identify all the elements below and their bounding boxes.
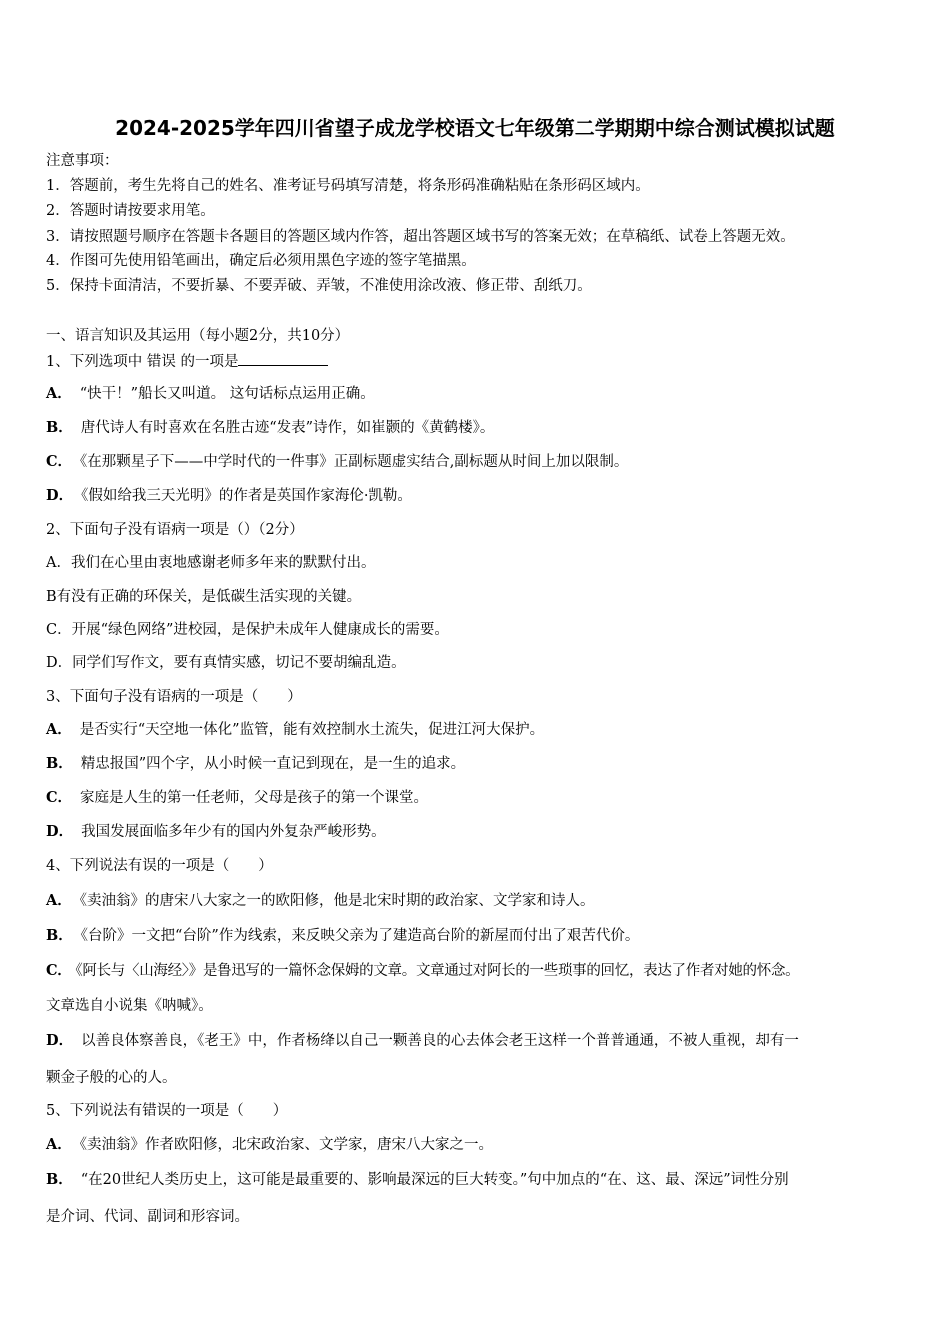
q4-option-a (46, 891, 908, 911)
question-5-stem: 5、下列说法有错误的一项是（ ） (46, 1103, 288, 1119)
q4-option-d-cont: 颗金子般的心的人。 (46, 1070, 177, 1086)
q2-option-d: D．同学们写作文，要有真情实感，切记不要胡编乱造。 (46, 655, 406, 671)
section-heading: 一、语言知识及其运用（每小题2分，共10分） (46, 328, 350, 344)
option-text: 《假如给我三天光明》的作者是英国作家海伦·凯勒。 (81, 488, 412, 504)
notice-item-4: 4．作图可先使用铅笔画出，确定后必须用黑色字迹的签字笔描黑。 (46, 253, 476, 269)
question-4-stem: 4、下列说法有误的一项是（ ） (46, 858, 273, 874)
option-label: B． (46, 419, 73, 436)
q1-option-b (46, 418, 908, 438)
notice-item-2: 2．答题时请按要求用笔。 (46, 203, 215, 219)
option-label: D． (46, 1032, 74, 1049)
option-label: B． (46, 1171, 73, 1188)
q2-option-b: B有没有正确的环保关，是低碳生活实现的关键。 (46, 589, 362, 605)
option-label: C． (46, 453, 73, 470)
option-text: 《卖油翁》的唐宋八大家之一的欧阳修，他是北宋时期的政治家、文学家和诗人。 (79, 893, 595, 909)
q1-option-c (46, 452, 908, 472)
q4-option-d (46, 1031, 908, 1051)
q5-option-a (46, 1135, 908, 1155)
option-label: D． (46, 487, 74, 504)
notice-item-3: 3．请按照题号顺序在答题卡各题目的答题区域内作答，超出答题区域书写的答案无效；在草稿纸、试卷上答题无效。 (46, 229, 795, 245)
page-title: 2024-2025学年四川省望子成龙学校语文七年级第二学期期中综合测试模拟试题 (115, 116, 835, 140)
option-text: 《阿长与〈山海经〉》是鲁迅写的一篇怀念保姆的文章。文章通过对阿长的一些琐事的回忆，表达了作者对她的怀念。 (75, 963, 800, 979)
q3-option-a (46, 720, 908, 740)
option-label: C． (46, 789, 73, 806)
option-text: 家庭是人生的第一任老师，父母是孩子的第一个课堂。 (80, 790, 429, 806)
option-label: D． (46, 823, 74, 840)
q1-option-a (46, 384, 908, 404)
q4-option-c-cont: 文章选自小说集《呐喊》。 (46, 998, 213, 1014)
notice-item-5: 5．保持卡面清洁，不要折暴、不要弄破、弄皱，不准使用涂改液、修正带、刮纸刀。 (46, 278, 592, 294)
notice-heading: 注意事项： (46, 153, 119, 169)
option-label: A． (46, 1136, 72, 1153)
option-text: “快干！”船长又叫道。 这句话标点运用正确。 (79, 386, 375, 402)
q1-option-d (46, 486, 908, 506)
option-text: 《卖油翁》作者欧阳修，北宋政治家、文学家，唐宋八大家之一。 (79, 1137, 494, 1153)
q3-option-d (46, 822, 908, 842)
q2-option-a: A．我们在心里由衷地感谢老师多年来的默默付出。 (46, 555, 376, 571)
notice-item-1: 1．答题前，考生先将自己的姓名、准考证号码填写清楚，将条形码准确粘贴在条形码区域内。 (46, 178, 650, 194)
option-label: C． (46, 962, 72, 979)
answer-blank (238, 351, 328, 366)
option-label: B． (46, 755, 73, 772)
q5-option-b (46, 1170, 908, 1190)
q2-option-c: C．开展“绿色网络”进校园，是保护未成年人健康成长的需要。 (46, 622, 449, 638)
option-label: A． (46, 385, 72, 402)
option-text: 精忠报国”四个字，从小时候一直记到现在，是一生的追求。 (80, 756, 466, 772)
option-text: 《在那颗星子下——中学时代的一件事》正副标题虚实结合,副标题从时间上加以限制。 (80, 454, 629, 470)
option-text: 《台阶》一文把“台阶”作为线索，来反映父亲为了建造高台阶的新屋而付出了艰苦代价。 (80, 928, 640, 944)
option-text: 唐代诗人有时喜欢在名胜古迹“发表”诗作，如崔颢的《黄鹤楼》。 (80, 420, 495, 436)
option-text: 是否实行“天空地一体化”监管，能有效控制水土流失，促进江河大保护。 (79, 722, 545, 738)
q3-option-c (46, 788, 908, 808)
option-label: A． (46, 721, 72, 738)
question-1-stem-text: 1、下列选项中 错误 的一项是 (46, 354, 239, 370)
question-1-stem (46, 351, 908, 372)
q4-option-b (46, 926, 908, 946)
q4-option-c (46, 961, 908, 981)
q3-option-b (46, 754, 908, 774)
option-text: 我国发展面临多年少有的国内外复杂严峻形势。 (81, 824, 386, 840)
question-3-stem: 3、下面句子没有语病的一项是（ ） (46, 689, 302, 705)
option-text: “在20世纪人类历史上，这可能是最重要的、影响最深远的巨大转变。”句中加点的“在、这、最、深远”词性分别 (80, 1172, 789, 1188)
option-label: A． (46, 892, 72, 909)
option-text: 以善良体察善良，《老王》中，作者杨绛以自己一颗善良的心去体会老王这样一个普普通通，不被人重视，却有一 (81, 1033, 799, 1049)
question-2-stem: 2、下面句子没有语病一项是（）（2分） (46, 522, 304, 538)
q5-option-b-cont: 是介词、代词、副词和形容词。 (46, 1209, 249, 1225)
option-label: B． (46, 927, 73, 944)
